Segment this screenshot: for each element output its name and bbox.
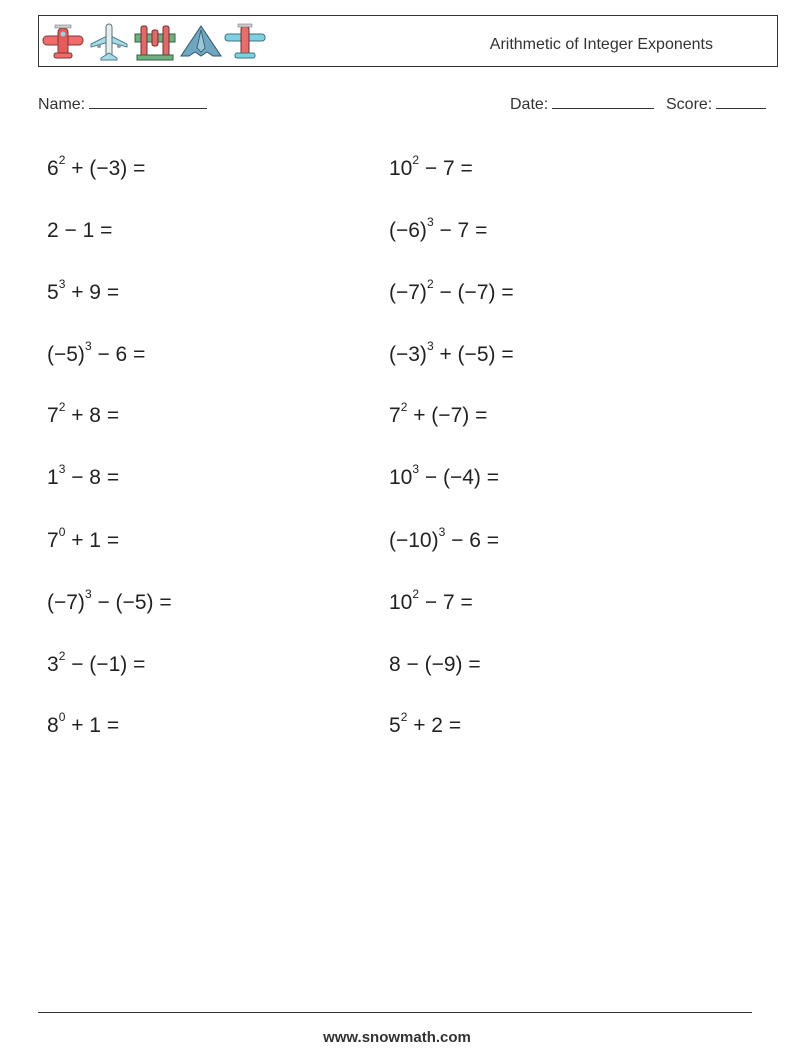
date-label: Date: xyxy=(510,96,549,113)
problem-15: $(-7)^3 - (-5)$ = xyxy=(47,587,172,614)
problem-1: $6^2 + (-3)$ = xyxy=(47,153,146,180)
date-field[interactable] xyxy=(510,94,654,114)
problem-6: $(-7)^2 - (-7)$ = xyxy=(389,277,514,304)
problem-18: 8 − (−9) = xyxy=(389,653,481,676)
problem-19: $8^0 + 1$ = xyxy=(47,710,120,737)
score-field[interactable] xyxy=(666,94,766,114)
green-plane-icon xyxy=(133,22,177,62)
problem-4: $(-6)^3 - 7$ = xyxy=(389,215,488,242)
problem-14: $(-10)^3 - 6$ = xyxy=(389,525,500,552)
name-label: Name: xyxy=(38,96,86,113)
problem-3: 2 − 1 = xyxy=(47,219,113,242)
problem-17: $3^2 - (-1)$ = xyxy=(47,649,146,676)
problem-9: $7^2 + 8$ = xyxy=(47,400,120,427)
problem-5: $5^3 + 9$ = xyxy=(47,277,120,304)
problem-8: $(-3)^3 + (-5)$ = xyxy=(389,339,514,366)
problem-16: $10^2 - 7$ = xyxy=(389,587,473,614)
stealth-plane-icon xyxy=(179,22,223,62)
footer-divider xyxy=(38,1012,752,1013)
problem-12: $10^3 - (-4)$ = xyxy=(389,462,500,489)
problem-11: $1^3 - 8$ = xyxy=(47,462,120,489)
problem-10: $7^2 + (-7)$ = xyxy=(389,400,488,427)
date-blank[interactable] xyxy=(552,94,654,109)
light-blue-plane-icon xyxy=(87,22,131,62)
score-label: Score: xyxy=(666,96,713,113)
cyan-plane-icon xyxy=(223,22,267,62)
red-plane-icon xyxy=(41,22,85,62)
footer-url[interactable]: www.snowmath.com xyxy=(323,1029,471,1046)
problem-13: $7^0 + 1$ = xyxy=(47,525,120,552)
problem-2: $10^2 - 7$ = xyxy=(389,153,473,180)
problem-20: $5^2 + 2$ = xyxy=(389,710,462,737)
name-blank[interactable] xyxy=(89,94,207,109)
score-blank[interactable] xyxy=(716,94,766,109)
worksheet-title: Arithmetic of Integer Exponents xyxy=(489,36,713,53)
name-field[interactable] xyxy=(38,94,207,114)
problem-7: $(-5)^3 - 6$ = xyxy=(47,339,146,366)
worksheet-header xyxy=(38,15,778,67)
